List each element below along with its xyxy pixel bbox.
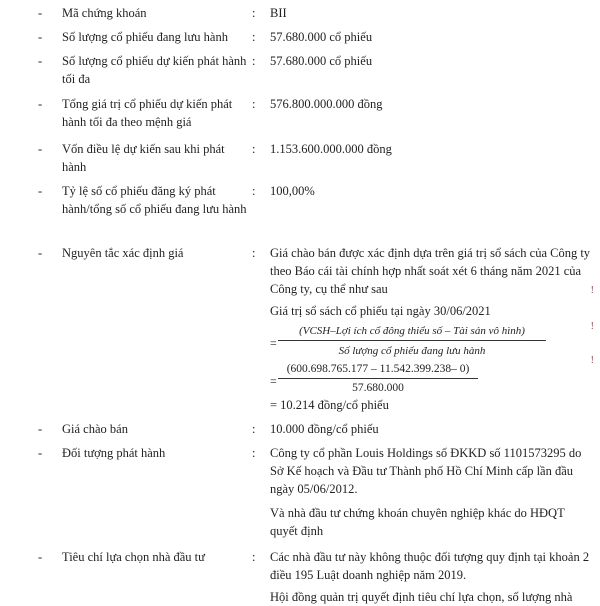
calc-numerator: (600.698.765.177 – 11.542.399.238– 0) [278, 360, 478, 379]
equals-sign: = [270, 374, 277, 388]
row-value: BII [270, 6, 287, 20]
colon: : [252, 246, 256, 260]
colon: : [252, 446, 256, 460]
formula-denominator: Số lượng cổ phiếu đang lưu hành [338, 345, 486, 357]
colon: : [252, 30, 256, 44]
bullet: - [38, 184, 43, 198]
bullet: - [38, 422, 43, 436]
bullet: - [38, 142, 43, 156]
book-value-title: Giá trị sổ sách cổ phiếu tại ngày 30/06/2021 [270, 304, 491, 318]
bullet: - [38, 30, 43, 44]
row-label: Số lượng cổ phiếu đang lưu hành [62, 30, 228, 44]
criteria-extra: Hội đồng quản trị quyết định tiêu chí lựa chọn, số lượng nhà [270, 590, 573, 604]
row-label: Giá chào bán [62, 422, 128, 436]
colon: : [252, 142, 256, 156]
row-value: 576.800.000.000 đồng [270, 97, 383, 111]
equals-sign: = [270, 336, 277, 350]
colon: : [252, 550, 256, 564]
margin-mark: ! [590, 285, 594, 296]
row-value: 10.000 đồng/cổ phiếu [270, 422, 379, 436]
row-label: Đối tượng phát hành [62, 446, 166, 460]
bullet: - [38, 54, 43, 68]
row-value: 57.680.000 cổ phiếu [270, 54, 373, 68]
colon: : [252, 54, 256, 68]
row-label: Vốn điều lệ dự kiến sau khi phát hành [62, 142, 225, 174]
row-label: Tổng giá trị cổ phiếu dự kiến phát hành tối đa theo mệnh giá [62, 97, 233, 129]
issuer-extra: Và nhà đầu tư chứng khoán chuyên nghiệp khác do HĐQT quyết định [270, 506, 565, 538]
margin-mark: ! [590, 355, 594, 366]
margin-mark: ! [590, 321, 594, 332]
calc-fraction [278, 360, 478, 397]
bullet: - [38, 97, 43, 111]
row-label: Tiêu chí lựa chọn nhà đầu tư [62, 550, 205, 564]
row-value: Các nhà đầu tư này không thuộc đối tượng quy định tại khoản 2 điều 195 Luật doanh nghiệp năm 2019. [270, 550, 590, 582]
row-label: Số lượng cổ phiếu dự kiến phát hành tối đa [62, 54, 247, 86]
formula-numerator: (VCSH–Lợi ích cổ đông thiểu số – Tài sản vô hình) [278, 322, 546, 341]
row-label: Tỷ lệ số cổ phiếu đăng ký phát hành/tổng số cổ phiếu đang lưu hành [62, 184, 247, 216]
row-label: Nguyên tắc xác định giá [62, 246, 184, 260]
bullet: - [38, 6, 43, 20]
price-result: = 10.214 đồng/cổ phiếu [270, 398, 389, 412]
row-value: Giá chào bán được xác định dựa trên giá trị sổ sách của Công ty theo Báo cái tài chính hợp nhất soát xét 6 tháng năm 2021 của Công ty, cụ thể như sau [270, 246, 591, 296]
calc-denominator: 57.680.000 [352, 382, 404, 394]
row-value: 57.680.000 cổ phiếu [270, 30, 373, 44]
bullet: - [38, 246, 43, 260]
colon: : [252, 184, 256, 198]
row-label: Mã chứng khoán [62, 6, 147, 20]
row-value: 100,00% [270, 184, 315, 198]
row-value: 1.153.600.000.000 đồng [270, 142, 392, 156]
row-value: Công ty cổ phần Louis Holdings số ĐKKD số 1101573295 do Sở Kế hoạch và Đầu tư Thành phố Hồ Chí Minh cấp lần đầu ngày 05/06/2012. [270, 446, 582, 496]
formula-fraction [278, 322, 546, 360]
colon: : [252, 422, 256, 436]
bullet: - [38, 550, 43, 564]
colon: : [252, 97, 256, 111]
colon: : [252, 6, 256, 20]
bullet: - [38, 446, 43, 460]
